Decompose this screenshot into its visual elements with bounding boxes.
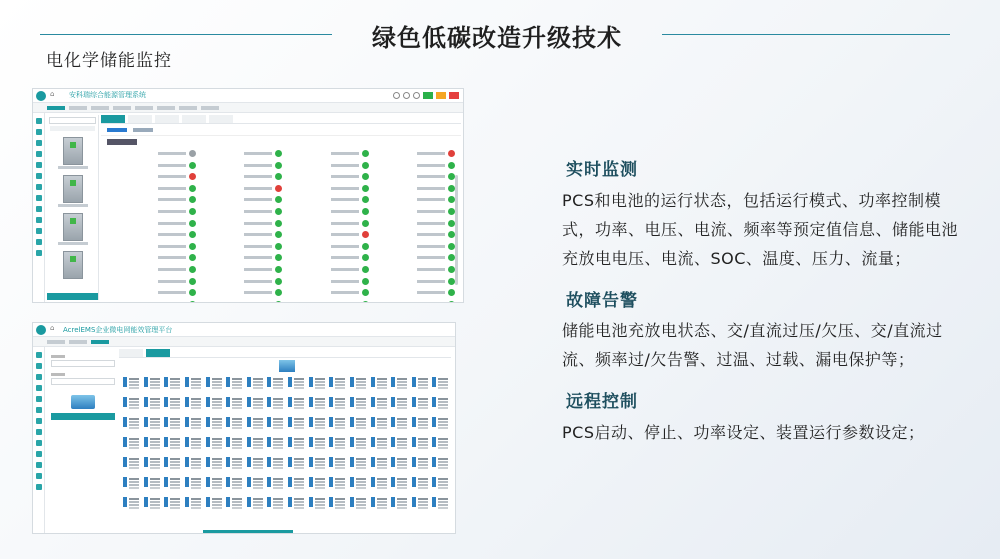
battery-cell	[144, 496, 161, 510]
section-heading-alarm: 故障告警	[566, 291, 638, 311]
battery-cell	[329, 416, 346, 430]
status-badge	[436, 92, 446, 99]
battery-cell	[391, 456, 408, 470]
tree-node	[50, 126, 95, 131]
battery-cell	[391, 396, 408, 410]
battery-cell	[371, 436, 388, 450]
battery-cell	[226, 476, 243, 490]
battery-cell	[226, 496, 243, 510]
battery-cell	[206, 476, 223, 490]
status-indicator	[206, 289, 283, 296]
battery-cell	[267, 416, 284, 430]
status-indicator	[292, 196, 369, 203]
battery-cell	[206, 376, 223, 390]
status-badge	[423, 92, 433, 99]
battery-cell	[185, 376, 202, 390]
battery-cell	[123, 456, 140, 470]
status-indicator	[206, 278, 283, 285]
battery-cell	[309, 376, 326, 390]
home-icon: ⌂	[50, 324, 55, 332]
battery-cell	[267, 456, 284, 470]
status-indicator	[119, 150, 196, 157]
battery-cell	[329, 436, 346, 450]
battery-cell	[329, 376, 346, 390]
battery-cell	[350, 496, 367, 510]
battery-cell	[123, 396, 140, 410]
status-indicator	[379, 243, 456, 250]
battery-cell	[309, 456, 326, 470]
status-indicator	[379, 301, 456, 303]
device-tree	[47, 115, 99, 300]
battery-cell	[226, 396, 243, 410]
battery-cell	[432, 376, 449, 390]
filter-select	[51, 360, 115, 367]
battery-cell	[206, 456, 223, 470]
battery-cell	[288, 416, 305, 430]
status-indicator	[119, 266, 196, 273]
tree-search	[49, 117, 96, 124]
battery-cell	[309, 416, 326, 430]
battery-cell	[288, 476, 305, 490]
sub-tabs	[101, 124, 461, 136]
cabinet-icon	[63, 137, 83, 165]
section-body-monitoring: PCS和电池的运行状态，包括运行模式、功率控制模式，功率、电压、电流、频率等预定值信息、储能电池充放电电压、电流、SOC、温度、压力、流量；	[562, 191, 959, 268]
battery-cell	[350, 376, 367, 390]
battery-cell	[164, 476, 181, 490]
battery-cell	[247, 496, 264, 510]
battery-cell	[185, 396, 202, 410]
battery-cell	[164, 496, 181, 510]
section-heading-monitoring: 实时监测	[566, 160, 638, 180]
status-indicator	[379, 185, 456, 192]
cabinet-icon	[63, 175, 83, 203]
status-indicator	[292, 289, 369, 296]
battery-cell	[391, 476, 408, 490]
section-body-alarm: 储能电池充放电状态、交/直流过压/欠压、交/直流过流、频率过/欠告警、过温、过载、漏电保护等；	[562, 321, 943, 369]
app-header	[33, 89, 463, 103]
status-indicator	[292, 301, 369, 303]
battery-cell	[391, 416, 408, 430]
battery-cell	[432, 416, 449, 430]
battery-cell	[288, 456, 305, 470]
battery-cell	[288, 376, 305, 390]
battery-cell	[226, 436, 243, 450]
section-heading	[107, 139, 137, 145]
top-menu	[33, 103, 463, 113]
battery-cell	[371, 396, 388, 410]
battery-cell	[412, 496, 429, 510]
battery-cell	[164, 456, 181, 470]
status-indicator	[119, 196, 196, 203]
status-indicator	[292, 150, 369, 157]
filter-select	[51, 378, 115, 385]
status-indicator	[206, 266, 283, 273]
status-indicator	[379, 266, 456, 273]
device-icon	[279, 360, 295, 372]
status-indicator	[379, 289, 456, 296]
tab-bar	[101, 115, 461, 124]
battery-cell	[164, 376, 181, 390]
battery-cell	[329, 456, 346, 470]
home-icon: ⌂	[50, 90, 55, 98]
battery-cell	[185, 476, 202, 490]
battery-cell	[412, 376, 429, 390]
battery-cell	[206, 496, 223, 510]
battery-cell	[309, 436, 326, 450]
battery-cell	[267, 476, 284, 490]
battery-cell	[247, 456, 264, 470]
status-indicator	[292, 162, 369, 169]
battery-cell	[144, 376, 161, 390]
battery-cell	[412, 456, 429, 470]
status-indicator	[379, 254, 456, 261]
battery-cell	[371, 496, 388, 510]
slide-subtitle: 电化学储能监控	[46, 51, 172, 71]
battery-cell	[288, 396, 305, 410]
toolbar-icon	[413, 92, 420, 99]
monitoring-screenshot	[32, 88, 464, 303]
status-indicator	[206, 173, 283, 180]
status-indicator	[206, 254, 283, 261]
battery-cell	[185, 416, 202, 430]
battery-cell	[371, 476, 388, 490]
status-indicator	[379, 173, 456, 180]
battery-cell	[206, 436, 223, 450]
battery-cell	[185, 436, 202, 450]
battery-cell	[329, 496, 346, 510]
filter-panel	[47, 349, 119, 441]
status-indicator	[206, 301, 283, 303]
scrollbar	[455, 175, 458, 285]
status-indicator	[206, 185, 283, 192]
battery-cell	[391, 496, 408, 510]
battery-cell	[288, 436, 305, 450]
status-indicator	[292, 208, 369, 215]
battery-cell	[247, 396, 264, 410]
status-indicator	[206, 162, 283, 169]
status-indicator	[206, 196, 283, 203]
title-rule-right	[662, 34, 950, 35]
battery-cell	[226, 376, 243, 390]
battery-cell	[432, 456, 449, 470]
battery-cell	[350, 456, 367, 470]
battery-cell	[226, 416, 243, 430]
status-indicator	[292, 220, 369, 227]
battery-cell	[164, 436, 181, 450]
status-indicator	[379, 220, 456, 227]
status-grid	[101, 148, 461, 303]
battery-cell	[164, 396, 181, 410]
battery-cell-grid	[119, 372, 451, 510]
battery-cell	[123, 416, 140, 430]
status-indicator	[292, 173, 369, 180]
header-toolbar	[393, 92, 459, 99]
status-badge	[449, 92, 459, 99]
device-label	[58, 166, 88, 169]
battery-cell	[350, 476, 367, 490]
battery-cell	[247, 416, 264, 430]
battery-cell	[185, 496, 202, 510]
battery-cell	[144, 456, 161, 470]
status-indicator	[119, 254, 196, 261]
battery-cell	[309, 396, 326, 410]
status-indicator	[379, 150, 456, 157]
query-button	[51, 413, 115, 420]
device-icon	[71, 395, 95, 409]
tab-bar	[119, 349, 451, 358]
battery-cell	[432, 476, 449, 490]
status-indicator	[379, 231, 456, 238]
status-indicator	[119, 243, 196, 250]
toolbar-icon	[393, 92, 400, 99]
battery-cell	[164, 416, 181, 430]
battery-cell	[267, 396, 284, 410]
slide-title: 绿色低碳改造升级技术	[372, 24, 622, 52]
battery-cell	[371, 456, 388, 470]
battery-cell	[226, 456, 243, 470]
device-label	[58, 242, 88, 245]
status-indicator	[379, 278, 456, 285]
status-indicator	[119, 301, 196, 303]
status-indicator	[292, 243, 369, 250]
title-rule-left	[40, 34, 332, 35]
app-logo	[36, 91, 46, 101]
app-title: 安科瑞综合能源管理系统	[69, 91, 146, 99]
battery-cell	[350, 396, 367, 410]
battery-cell	[144, 416, 161, 430]
status-indicator	[379, 196, 456, 203]
battery-cell	[371, 376, 388, 390]
status-indicator	[206, 243, 283, 250]
battery-cell	[412, 476, 429, 490]
battery-cell	[309, 496, 326, 510]
battery-cell	[412, 436, 429, 450]
cabinet-icon	[63, 213, 83, 241]
battery-cell	[206, 396, 223, 410]
battery-cell	[144, 476, 161, 490]
cell-monitor	[119, 349, 451, 531]
battery-cell	[247, 476, 264, 490]
status-indicator	[119, 173, 196, 180]
status-indicator	[119, 220, 196, 227]
battery-cell	[267, 436, 284, 450]
battery-cell	[144, 436, 161, 450]
battery-cell	[309, 476, 326, 490]
battery-cell	[288, 496, 305, 510]
app-logo	[36, 325, 46, 335]
side-rail	[33, 113, 45, 302]
battery-cell	[329, 396, 346, 410]
status-indicator	[292, 231, 369, 238]
tree-footer	[47, 293, 98, 300]
battery-cell	[144, 396, 161, 410]
battery-cell	[412, 416, 429, 430]
top-menu	[33, 337, 455, 347]
status-indicator	[379, 208, 456, 215]
status-indicator	[119, 278, 196, 285]
status-indicator	[119, 289, 196, 296]
battery-cell	[247, 436, 264, 450]
status-indicator	[119, 185, 196, 192]
battery-cell	[350, 436, 367, 450]
status-indicator	[206, 208, 283, 215]
app-title: AcrelEMS企业微电网能效管理平台	[63, 326, 173, 334]
status-indicator	[292, 278, 369, 285]
scroll-indicator	[203, 530, 293, 533]
platform-screenshot	[32, 322, 456, 534]
status-indicator	[119, 162, 196, 169]
status-indicator	[292, 254, 369, 261]
battery-cell	[432, 436, 449, 450]
device-label	[58, 204, 88, 207]
battery-cell	[206, 416, 223, 430]
status-indicator	[206, 150, 283, 157]
status-indicator	[119, 231, 196, 238]
battery-cell	[247, 376, 264, 390]
status-panel	[101, 115, 461, 300]
app-header	[33, 323, 455, 337]
battery-cell	[329, 476, 346, 490]
status-indicator	[292, 266, 369, 273]
battery-cell	[432, 496, 449, 510]
battery-cell	[123, 496, 140, 510]
battery-cell	[350, 416, 367, 430]
battery-cell	[185, 456, 202, 470]
cabinet-icon	[63, 251, 83, 279]
battery-cell	[412, 396, 429, 410]
battery-cell	[391, 436, 408, 450]
battery-cell	[371, 416, 388, 430]
section-body-remote: PCS启动、停止、功率设定、装置运行参数设定；	[562, 423, 925, 442]
battery-cell	[432, 396, 449, 410]
status-indicator	[206, 220, 283, 227]
battery-cell	[123, 436, 140, 450]
status-indicator	[119, 208, 196, 215]
battery-cell	[267, 496, 284, 510]
battery-cell	[123, 376, 140, 390]
status-indicator	[206, 231, 283, 238]
section-heading-remote: 远程控制	[566, 392, 638, 412]
status-indicator	[379, 162, 456, 169]
side-rail	[33, 347, 45, 533]
battery-cell	[391, 376, 408, 390]
toolbar-icon	[403, 92, 410, 99]
status-indicator	[292, 185, 369, 192]
battery-cell	[267, 376, 284, 390]
battery-cell	[123, 476, 140, 490]
